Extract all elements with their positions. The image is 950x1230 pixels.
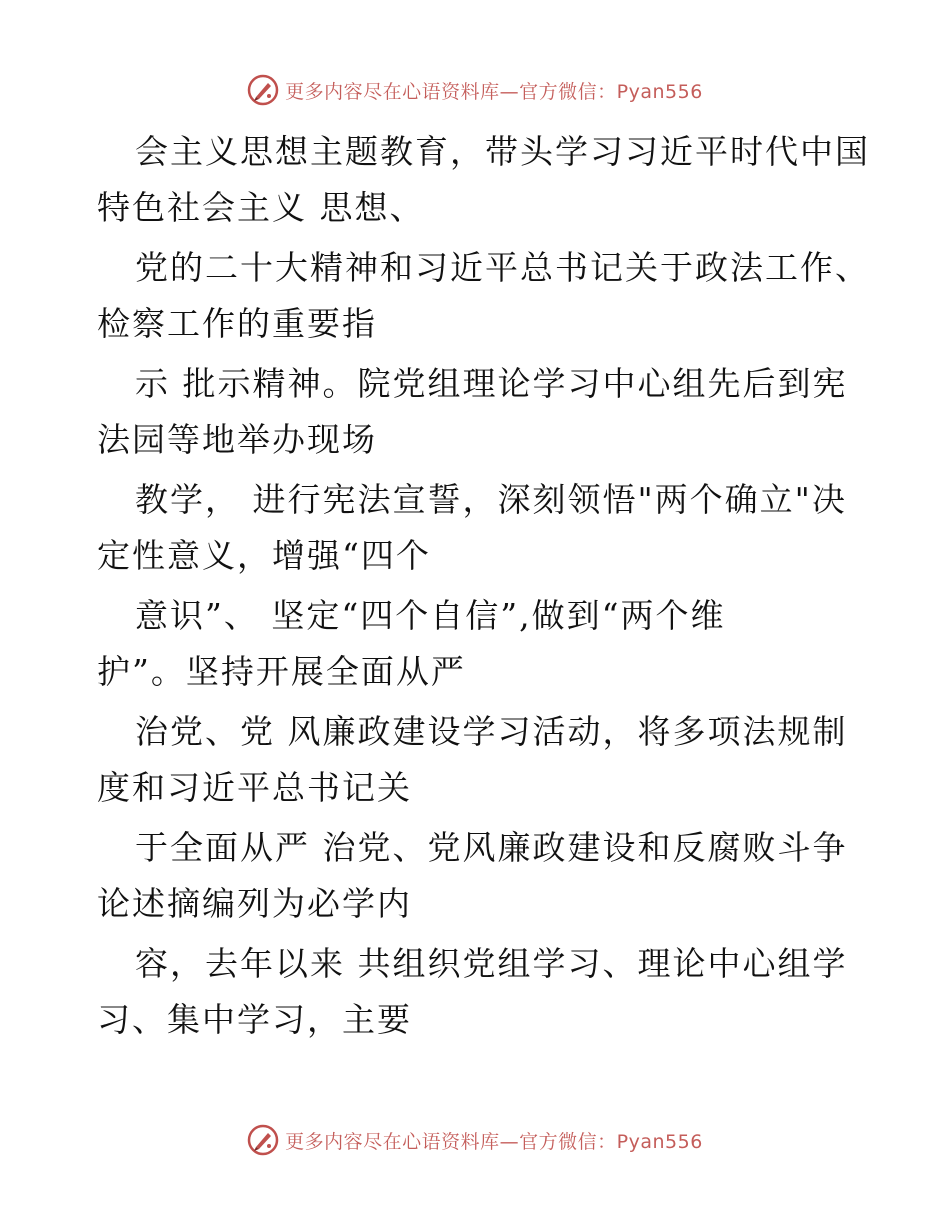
text-line: 示 批示精神。院党组理论学习中心组先后到宪: [135, 364, 848, 403]
text-line: 会主义思想主题教育，带头学习习近平时代中国: [135, 132, 870, 171]
text-line: 论述摘编列为必学内: [97, 884, 412, 923]
text-line: 定性意义，增强“四个: [97, 536, 431, 575]
text-line: 度和习近平总书记关: [97, 768, 412, 807]
text-line: 法园等地举办现场: [97, 420, 377, 459]
text-line: 于全面从严 治党、党风廉政建设和反腐败斗争: [135, 828, 848, 867]
pen-logo-icon: [247, 74, 279, 106]
text-line: 意识”、 坚定“四个自信”,做到“两个维: [135, 596, 726, 635]
footer-watermark: [0, 1120, 950, 1160]
text-line: 检察工作的重要指: [97, 304, 377, 343]
text-line: 治党、党 风廉政建设学习活动，将多项法规制: [135, 712, 848, 751]
text-line: 护”。坚持开展全面从严: [97, 652, 466, 691]
text-line: 习、集中学习，主要: [97, 1000, 412, 1039]
watermark-text: 更多内容尽在心语资料库—官方微信：Pyan556: [285, 80, 703, 103]
text-line: 特色社会主义 思想、: [97, 188, 425, 227]
pen-logo-icon: [247, 1124, 279, 1156]
text-line: 党的二十大精神和习近平总书记关于政法工作、: [135, 248, 870, 287]
header-watermark: [0, 70, 950, 110]
text-line: 教学， 进行宪法宣誓，深刻领悟"两个确立"决: [135, 480, 847, 519]
text-line: 容，去年以来 共组织党组学习、理论中心组学: [135, 944, 848, 983]
watermark-text: 更多内容尽在心语资料库—官方微信：Pyan556: [285, 1130, 703, 1153]
